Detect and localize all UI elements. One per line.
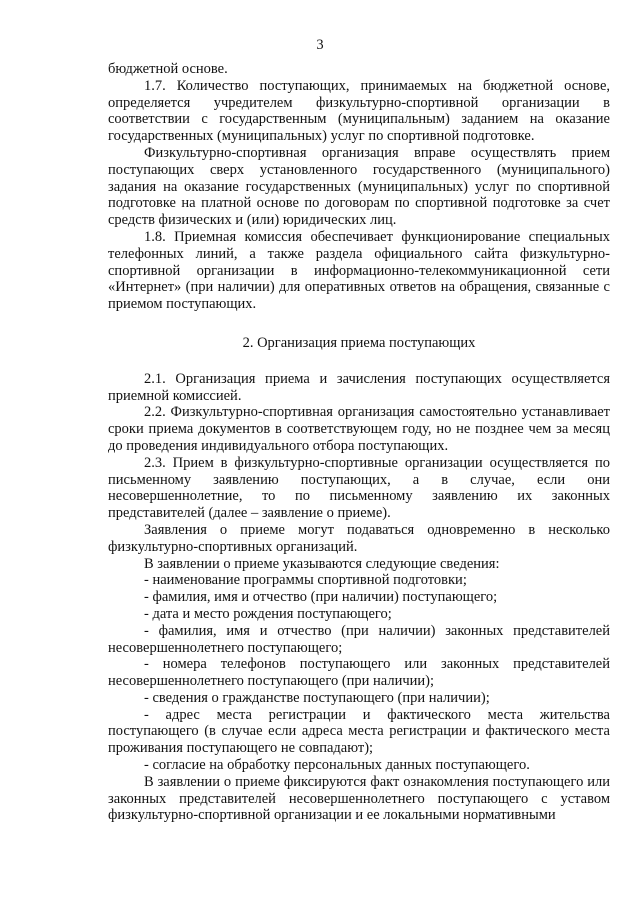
- list-item: - наименование программы спортивной подготовки;: [144, 572, 467, 589]
- list-item: - сведения о гражданстве поступающего (при наличии);: [144, 689, 490, 706]
- paragraph-acknowledgement: В заявлении о приеме фиксируются факт ознакомления поступающего или законных представителей несовершеннолетнего поступающего с уставом физкультурно-спортивной организации и ее локальными нормативными: [108, 773, 610, 824]
- list-item: - номера телефонов поступающего или законных представителей несовершеннолетнего поступающего (при наличии);: [108, 656, 610, 690]
- paragraph-info-list-intro: В заявлении о приеме указываются следующие сведения:: [144, 555, 500, 572]
- list-item: - фамилия, имя и отчество (при наличии) законных представителей несовершеннолетнего поступающего;: [108, 622, 610, 656]
- paragraph-1-7: 1.7. Количество поступающих, принимаемых на бюджетной основе, определяется учредителем физкультурно-спортивной организации в соответствии с государственным (муниципальным) заданием на оказание государственных (муниципальных) услуг по спортивной подготовке.: [108, 77, 610, 145]
- paragraph-2-3: 2.3. Прием в физкультурно-спортивные организации осуществляется по письменному заявлению поступающих, а в случае, если они несовершеннолетние, то по письменному заявлению их законных представителей (далее – заявление о приеме).: [108, 454, 610, 522]
- section-heading: 2. Организация приема поступающих: [242, 334, 476, 351]
- list-item: - дата и место рождения поступающего;: [144, 605, 392, 622]
- list-item: - согласие на обработку персональных данных поступающего.: [144, 757, 530, 774]
- page-number: 3: [316, 37, 324, 53]
- paragraph-continuation: бюджетной основе.: [108, 61, 228, 77]
- paragraph-applications: Заявления о приеме могут подаваться одновременно в несколько физкультурно-спортивных организаций.: [108, 521, 610, 555]
- paragraph-paid-admission: Физкультурно-спортивная организация вправе осуществлять прием поступающих сверх установленного государственного (муниципального) задания на оказание государственных (муниципальных) услуг по спортивной подготовке на платной основе по договорам по спортивной подготовке за счет средств физических и (или) юридических лиц.: [108, 144, 610, 229]
- paragraph-1-8: 1.8. Приемная комиссия обеспечивает функционирование специальных телефонных линий, а также раздела официального сайта физкультурно-спортивной организации в информационно-телекоммуникационной сети «Интернет» (при наличии) для оперативных ответов на обращения, связанные с приемом поступающих.: [108, 228, 610, 313]
- paragraph-2-2: 2.2. Физкультурно-спортивная организация самостоятельно устанавливает сроки приема документов в соответствующем году, но не позднее чем за месяц до проведения индивидуального отбора поступающих.: [108, 404, 610, 454]
- document-body: [108, 61, 610, 824]
- list-item: - фамилия, имя и отчество (при наличии) поступающего;: [144, 589, 498, 606]
- application-info-list: [108, 572, 610, 774]
- paragraph-2-1: 2.1. Организация приема и зачисления поступающих осуществляется приемной комиссией.: [108, 370, 610, 404]
- list-item: - адрес места регистрации и фактического места жительства поступающего (в случае если адреса места регистрации и фактического места проживания поступающего не совпадают);: [108, 706, 610, 757]
